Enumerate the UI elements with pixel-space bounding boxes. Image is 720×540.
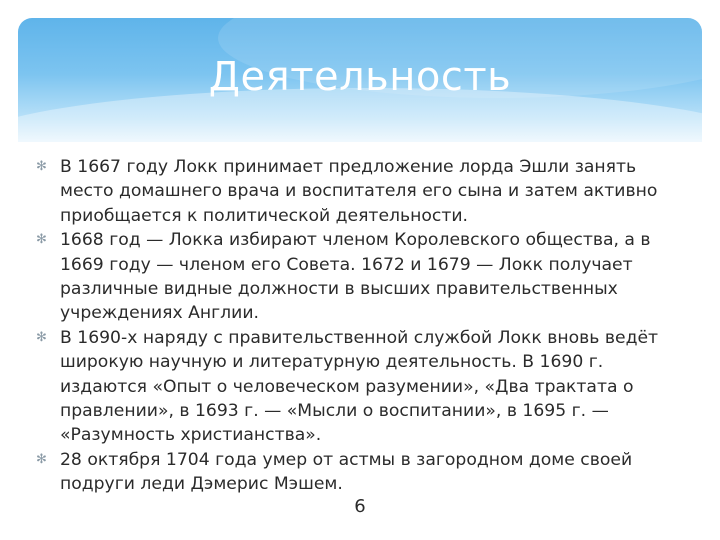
bullet-list [36, 155, 688, 497]
bullet-text: В 1690-х наряду с правительственной службой Локк вновь ведёт широкую научную и литературную деятельность. В 1690 г. издаются «Опыт о человеческом разумении», «Два трактата о правлении», в 1693 г. — «Мысли о воспитании», в 1695 г. — «Разумность христианства». [60, 327, 659, 446]
page-number: 6 [354, 496, 366, 517]
bullet-item [36, 228, 688, 326]
bullet-item [36, 326, 688, 448]
bullet-text: 1668 год — Локка избирают членом Королевского общества, а в 1669 году — членом его Совета. 1672 и 1679 — Локк получает различные видные должности в высших правительственных учреждениях Англии. [60, 230, 651, 324]
asterisk-bullet-icon: ✻ [36, 159, 47, 174]
bullet-text: В 1667 году Локк принимает предложение лорда Эшли занять место домашнего врача и воспитателя его сына и затем активно приобщается к политической деятельности. [60, 157, 658, 226]
bullet-item [36, 448, 688, 497]
asterisk-bullet-icon: ✻ [36, 329, 47, 345]
bullet-text: 28 октября 1704 года умер от астмы в загородном доме своей подруги леди Дэмерис Мэшем. [60, 449, 633, 495]
asterisk-bullet-icon: ✻ [36, 451, 47, 467]
asterisk-bullet-icon: ✻ [36, 232, 47, 248]
bullet-item [36, 155, 688, 228]
slide-title: Деятельность [208, 54, 512, 100]
